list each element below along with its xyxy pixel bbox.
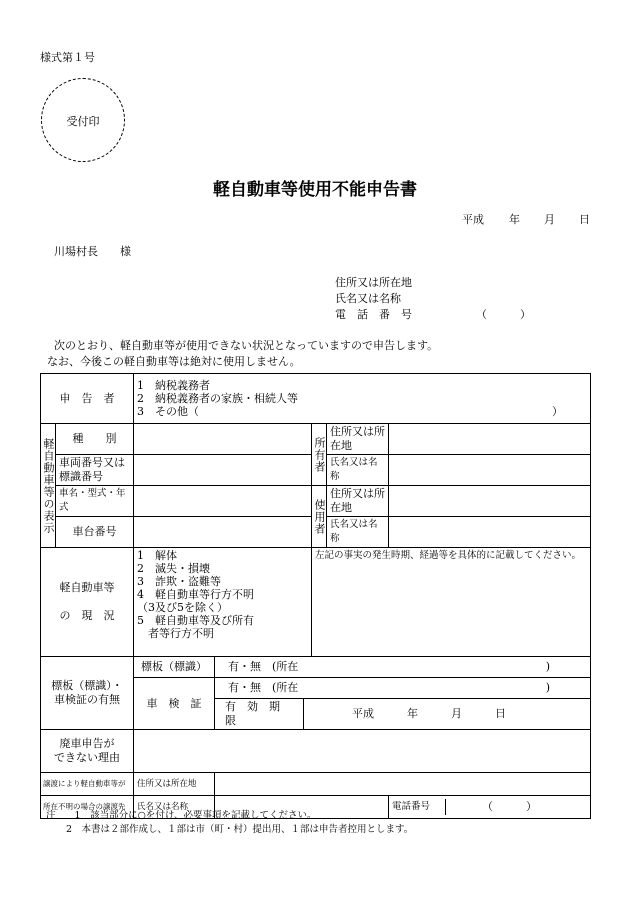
status-option-4-note: （3及び5を除く） [137, 601, 228, 614]
reception-stamp [41, 78, 125, 162]
inspection-close-paren: ) [545, 681, 550, 694]
inspection-yes-no[interactable]: 有・無 (所在 [228, 681, 299, 694]
owner-label: 所有者 [312, 424, 327, 486]
declarant-option-1[interactable]: 1 納税義務者 [137, 379, 210, 392]
plate-close-paren: ) [545, 660, 550, 673]
plate-row [41, 657, 591, 678]
transfer-phone-label: 電話番号 [389, 799, 446, 815]
plate-status-field[interactable] [215, 657, 591, 678]
declarant-options[interactable] [134, 374, 591, 424]
user-label: 使用者 [312, 486, 327, 548]
reason-label-line-1: 廃車申告が [59, 737, 115, 750]
transfer-phone-cell [389, 796, 591, 819]
date-era: 平成 [462, 213, 484, 226]
inspection-label: 車 検 証 [134, 678, 215, 730]
date-day: 日 [579, 213, 590, 226]
declarant-label: 申 告 者 [41, 374, 134, 424]
status-label-line-1: 軽自動車等 [59, 581, 115, 594]
user-address-label: 住所又は所在地 [327, 486, 389, 517]
notes [46, 809, 413, 837]
user-name-label: 氏名又は名称 [327, 517, 389, 548]
applicant-phone-paren: （ ） [476, 308, 531, 321]
status-label [41, 548, 134, 657]
transfer-label-2: 所在不明の場合の譲渡先 [41, 796, 134, 819]
plate-section-label [41, 657, 134, 730]
declarant-close-paren: ） [552, 405, 563, 418]
transfer-label-1: 譲渡により軽自動車等が [41, 773, 134, 796]
intro-line-1: 次のとおり、軽自動車等が使用できない状況となっていますので申告します。 [54, 339, 439, 352]
status-option-5-cont: 者等行方不明 [137, 627, 214, 640]
validity-cell [215, 699, 591, 730]
vehicle-model-label: 車名・型式・年式 [56, 486, 134, 517]
date-year: 年 [509, 213, 520, 226]
plate-row-label: 標板（標識） [134, 657, 215, 678]
vehicle-chassis-field[interactable] [134, 517, 312, 548]
reason-field[interactable] [134, 730, 591, 773]
status-option-2[interactable]: 2 滅失・損壊 [137, 562, 210, 575]
declarant-row [41, 374, 591, 424]
date-month: 月 [544, 213, 555, 226]
status-option-4[interactable]: 4 軽自動車等行方不明 [137, 588, 254, 601]
plate-yes-no[interactable]: 有・無 (所在 [228, 660, 299, 673]
stamp-label: 受付印 [66, 115, 100, 128]
form-number: 様式第１号 [40, 51, 95, 64]
status-options[interactable] [134, 548, 312, 657]
vehicle-model-field[interactable] [134, 486, 312, 517]
inspection-status-field[interactable] [215, 678, 591, 699]
intro-line-2: なお、今後この軽自動車等は絶対に使用しません。 [47, 355, 301, 368]
vehicle-plate-field[interactable] [134, 455, 312, 486]
status-row [41, 548, 591, 657]
owner-name-field[interactable] [389, 455, 591, 486]
vehicle-plate-label: 車両番号又は標識番号 [56, 455, 134, 486]
owner-name-label: 氏名又は名称 [327, 455, 389, 486]
transfer-address-label: 住所又は所在地 [134, 773, 215, 796]
transfer-row-1 [41, 773, 591, 796]
note-item-2: 2 本書は２部作成し、１部は市（町・村）提出用、１部は申告者控用とします。 [66, 824, 414, 835]
vehicle-row-type [41, 424, 591, 455]
transfer-name-label: 氏名又は名称 [134, 796, 215, 819]
applicant-phone-label: 電 話 番 号 [335, 308, 412, 321]
owner-address-label: 住所又は所在地 [327, 424, 389, 455]
vehicle-row-model [41, 486, 591, 517]
transfer-phone-field[interactable]: （ ） [482, 800, 537, 813]
applicant-name-label: 氏名又は名称 [335, 292, 401, 305]
status-detail-note: 左記の事実の発生時期、経過等を具体的に記載してください。 [315, 550, 582, 561]
reason-label-line-2: できない理由 [54, 751, 120, 764]
status-option-5[interactable]: 5 軽自動車等及び所有 [137, 614, 254, 627]
plate-label-line-1: 標板（標識）・ [51, 679, 123, 692]
vehicle-type-label: 種 別 [56, 424, 134, 455]
notes-head: 注 [46, 810, 56, 821]
user-name-field[interactable] [389, 517, 591, 548]
status-option-1[interactable]: 1 解体 [137, 549, 177, 562]
vehicle-type-field[interactable] [134, 424, 312, 455]
declarant-option-2[interactable]: 2 納税義務者の家族・相続人等 [137, 392, 298, 405]
declarant-option-3[interactable]: 3 その他（ [137, 405, 199, 418]
vehicle-chassis-label: 車台番号 [56, 517, 134, 548]
plate-label-line-2: 車検証の有無 [54, 693, 120, 706]
validity-date-field[interactable]: 平成 年 月 日 [352, 707, 506, 720]
vehicle-side-label: 軽自動車等の表示 [41, 424, 56, 548]
status-label-line-2: の 現 況 [59, 609, 115, 622]
addressee: 川場村長 様 [54, 245, 131, 258]
status-detail-field[interactable] [312, 548, 591, 657]
transfer-address-field[interactable] [215, 773, 591, 796]
user-address-field[interactable] [389, 486, 591, 517]
applicant-address-label: 住所又は所在地 [335, 276, 412, 289]
note-item-1: 1 該当部分に○を付け、必要事項を記載してください。 [74, 810, 317, 821]
owner-address-field[interactable] [389, 424, 591, 455]
validity-label: 有 効 期 限 [215, 699, 304, 729]
page-title: 軽自動車等使用不能申告書 [213, 180, 417, 200]
status-option-3[interactable]: 3 詐欺・盗難等 [137, 575, 221, 588]
declaration-form-table [40, 373, 591, 819]
reason-label [41, 730, 134, 773]
reason-row [41, 730, 591, 773]
